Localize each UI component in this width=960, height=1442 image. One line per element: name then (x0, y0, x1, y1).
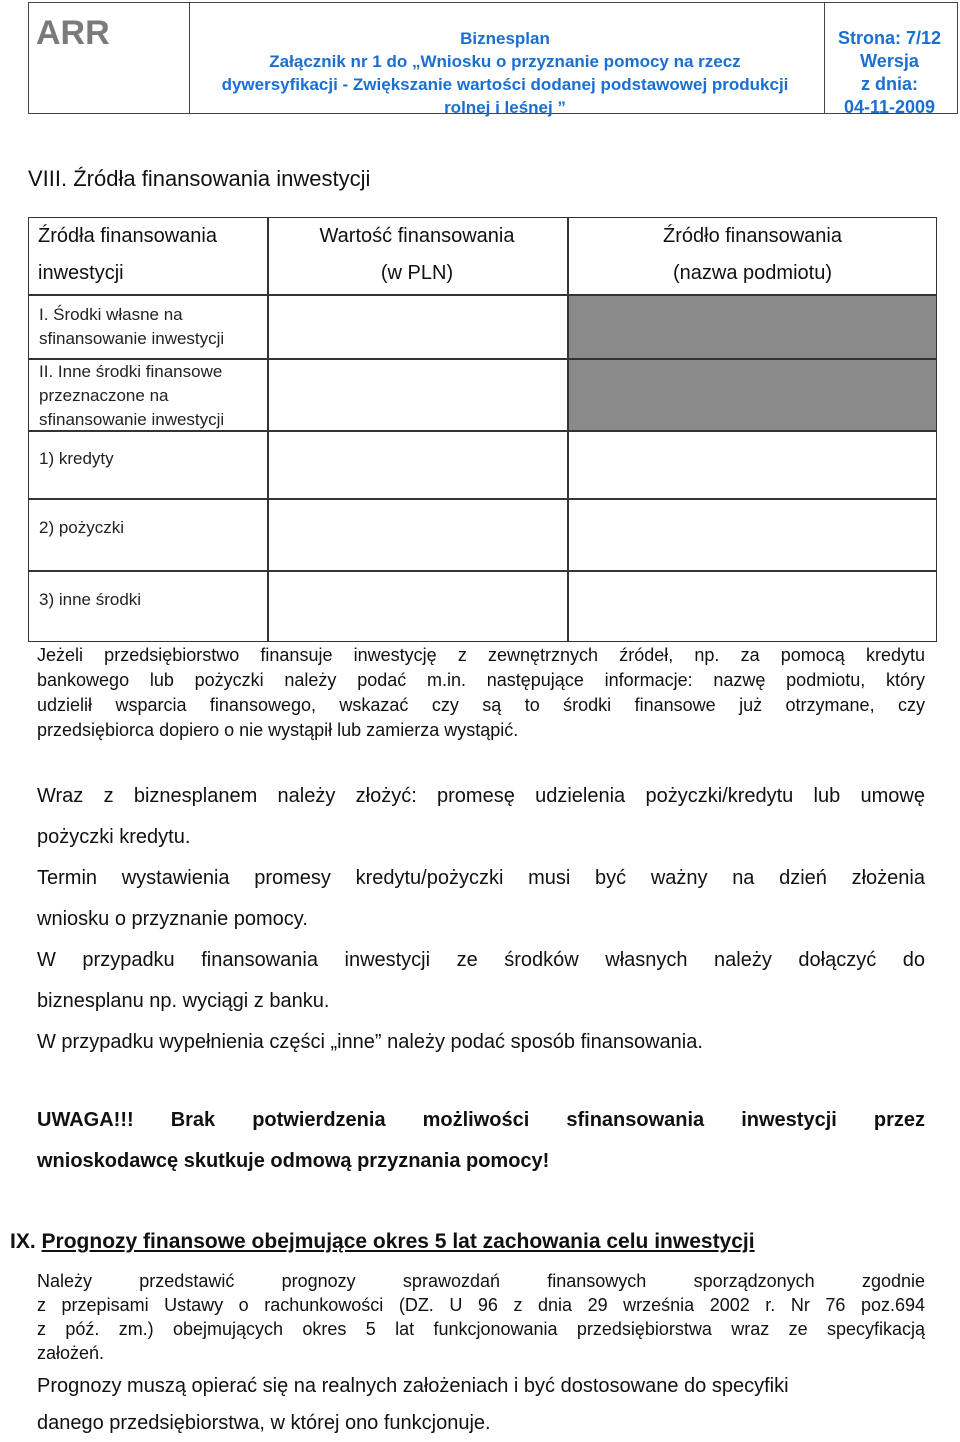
note-line1: Jeżeli przedsiębiorstwo finansuje inwestycję z zewnętrznych źródeł, np. za pomocą kredytu (37, 645, 925, 665)
section-8-title: VIII. Źródła finansowania inwestycji (28, 166, 371, 191)
s9-p1-line4: założeń. (37, 1343, 105, 1363)
col2-header-line1: Wartość finansowania (319, 225, 515, 247)
section-9-title-text: Prognozy finansowe obejmujące okres 5 lat zachowania celu inwestycji (41, 1230, 755, 1253)
req-p1-line2: pożyczki kredytu. (37, 826, 191, 848)
doc-title: Biznesplan (460, 29, 550, 48)
s9-p2-line1: Prognozy muszą opierać się na realnych założeniach i być dostosowane do specyfiki (37, 1375, 789, 1397)
req-p2-line2: wniosku o przyznanie pomocy. (37, 908, 308, 930)
row-loans-label: 2) pożyczki (39, 518, 125, 537)
row-credits-label: 1) kredyty (39, 449, 114, 468)
col1-header (29, 218, 267, 292)
col2-header-line2: (w PLN) (380, 262, 454, 284)
req-p2-line1: Termin wystawienia promesy kredytu/pożyczki musi być ważny na dzień złożenia (37, 867, 925, 889)
row-other-funds-line3: sfinansowanie inwestycji (39, 410, 225, 429)
section-9-paragraph-2 (37, 1368, 925, 1442)
date-label: z dnia: (861, 74, 918, 94)
row-divider-3 (29, 498, 936, 500)
note-line4: przedsiębiorca dopiero o nie wystąpił lub zamierza wystąpić. (37, 720, 519, 740)
financing-table (28, 217, 937, 642)
s9-p1-line3: z póź. zm.) obejmujących okres 5 lat funkcjonowania przedsiębiorstwa wraz ze specyfikacją (37, 1319, 925, 1339)
grey-cell-2 (569, 360, 936, 430)
note-line3: udzielił wsparcia finansowego, wskazać czy są to środki finansowe już otrzymane, czy (37, 695, 925, 715)
page-number: Strona: 7/12 (837, 28, 942, 48)
req-p3-line1: W przypadku finansowania inwestycji ze środków własnych należy dołączyć do (37, 949, 925, 971)
doc-subtitle-3: rolnej i leśnej ” (444, 98, 566, 117)
row-divider-4 (29, 570, 936, 572)
note-line2: bankowego lub pożyczki należy podać m.in. następujące informacje: nazwę podmiotu, który (37, 670, 925, 690)
warning-line2: wnioskodawcę skutkuje odmową przyznania pomocy! (37, 1150, 550, 1172)
req-p4-line1: W przypadku wypełnienia części „inne” należy podać sposób finansowania. (37, 1031, 703, 1053)
version-label: Wersja (860, 51, 919, 71)
req-p1-line1: Wraz z biznesplanem należy złożyć: promesę udzielenia pożyczki/kredytu lub umowę (37, 785, 925, 807)
date-value: 04-11-2009 (843, 97, 936, 117)
col2-header (267, 218, 567, 292)
col3-header (567, 218, 938, 292)
section-9-title (10, 1228, 755, 1256)
doc-subtitle-2: dywersyfikacji - Zwiększanie wartości dodanej podstawowej produkcji (221, 75, 789, 94)
warning-text (37, 1100, 925, 1182)
row-own-funds-line1: I. Środki własne na (39, 305, 183, 324)
s9-p1-line2: z przepisami Ustawy o rachunkowości (DZ. U 96 z dnia 29 września 2002 r. Nr 76 poz.694 (37, 1295, 925, 1315)
section-9-number: IX. (10, 1230, 36, 1253)
col3-header-line2: (nazwa podmiotu) (673, 262, 832, 284)
doc-subtitle-1: Załącznik nr 1 do „Wniosku o przyznanie pomocy na rzecz (269, 52, 741, 71)
section-9-paragraph-1 (37, 1269, 925, 1365)
col3-header-line1: Źródło finansowania (663, 225, 842, 247)
req-p3-line2: biznesplanu np. wyciągi z banku. (37, 990, 330, 1012)
s9-p2-line2: danego przedsiębiorstwa, w której ono funkcjonuje. (37, 1412, 491, 1434)
row-other-funds-label (39, 360, 224, 432)
s9-p1-line1: Należy przedstawić prognozy sprawozdań finansowych sporządzonych zgodnie (37, 1271, 925, 1291)
row-other-funds-line1: II. Inne środki finansowe (39, 362, 223, 381)
row-own-funds-line2: sfinansowanie inwestycji (39, 329, 225, 348)
svg-text:ARR: ARR (36, 14, 110, 50)
grey-cell-1 (569, 296, 936, 358)
row-other-funds-line2: przeznaczone na (39, 386, 169, 405)
row-own-funds-label (39, 303, 224, 351)
arr-logo (34, 14, 134, 50)
requirements-text (37, 776, 925, 1063)
external-financing-note (37, 643, 925, 743)
col1-header-line2: inwestycji (38, 262, 124, 284)
col1-header-line1: Źródła finansowania (38, 225, 217, 247)
warning-line1: UWAGA!!! Brak potwierdzenia możliwości sfinansowania inwestycji przez (37, 1109, 925, 1131)
row-other-label: 3) inne środki (39, 590, 142, 609)
